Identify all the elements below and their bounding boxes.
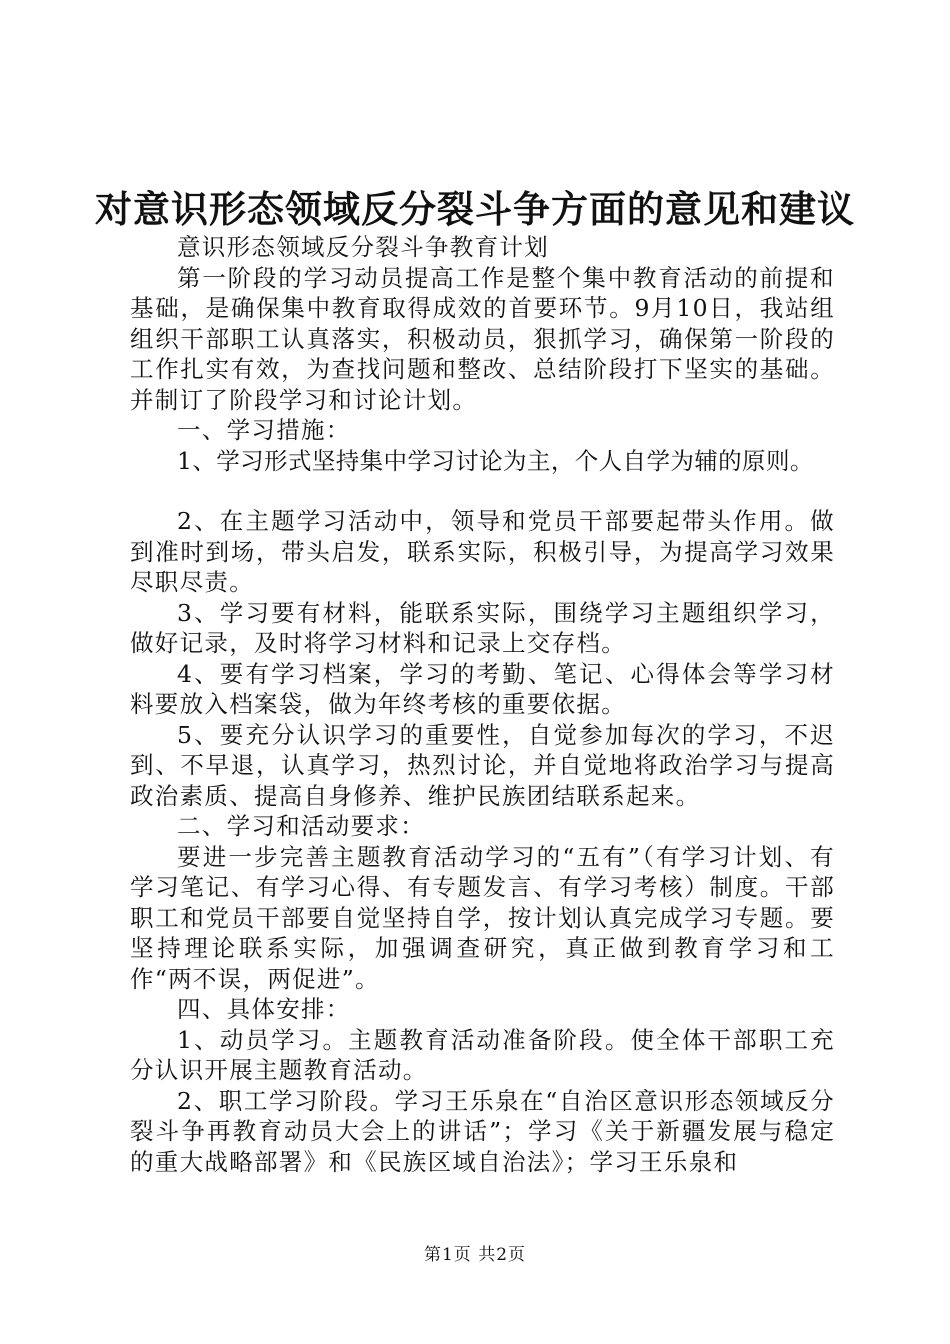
page-number-footer: 第1页 共2页 xyxy=(423,1245,527,1265)
section-heading-measures: 一、学习措施： xyxy=(177,416,351,444)
paragraph-measure-1: 1、学习形式坚持集中学习讨论为主，个人自学为辅的原则。 xyxy=(177,446,814,475)
document-title: 对意识形态领域反分裂斗争方面的意见和建议 xyxy=(95,187,855,231)
paragraph-intro: 第一阶段的学习动员提高工作是整个集中教育活动的前提和基础，是确保集中教育取得成效的首要环节。9月10日，我站组组织干部职工认真落实，积极动员，狠抓学习，确保第一阶段的工作扎实有效，为查找问题和整改、总结阶段打下坚实的基础。并制订了阶段学习和讨论计划。 xyxy=(130,263,835,414)
document-body xyxy=(130,232,835,1177)
paragraph-measure-2: 2、在主题学习活动中，领导和党员干部要起带头作用。做到准时到场，带头启发，联系实际，积极引导，为提高学习效果尽职尽责。 xyxy=(130,507,835,596)
paragraph-arrangement-1: 1、动员学习。主题教育活动准备阶段。使全体干部职工充分认识开展主题教育活动。 xyxy=(130,1025,835,1084)
paragraph-measure-4: 4、要有学习档案，学习的考勤、笔记、心得体会等学习材料要放入档案袋，做为年终考核的重要依据。 xyxy=(130,659,835,718)
paragraph-measure-5: 5、要充分认识学习的重要性，自觉参加每次的学习，不迟到、不早退，认真学习，热烈讨论，并自觉地将政治学习与提高政治素质、提高自身修养、维护民族团结联系起来。 xyxy=(130,720,835,810)
section-heading-requirements: 二、学习和活动要求： xyxy=(177,812,425,840)
paragraph-arrangement-2: 2、职工学习阶段。学习王乐泉在“自治区意识形态领域反分裂斗争再教育动员大会上的讲话”；学习《关于新疆发展与稳定的重大战略部署》和《民族区域自治法》；学习王乐泉和 xyxy=(130,1086,835,1176)
paragraph-measure-3: 3、学习要有材料，能联系实际，围绕学习主题组织学习，做好记录，及时将学习材料和记录上交存档。 xyxy=(130,598,835,657)
paragraph-subtitle: 意识形态领域反分裂斗争教育计划 xyxy=(177,233,549,261)
section-heading-arrangements: 四、具体安排： xyxy=(177,995,351,1023)
paragraph-requirements: 要进一步完善主题教育活动学习的“五有”（有学习计划、有学习笔记、有学习心得、有专题发言、有学习考核）制度。干部职工和党员干部要自觉坚持自学，按计划认真完成学习专题。要坚持理论联系实际，加强调查研究，真正做到教育学习和工作“两不误，两促进”。 xyxy=(130,842,835,993)
